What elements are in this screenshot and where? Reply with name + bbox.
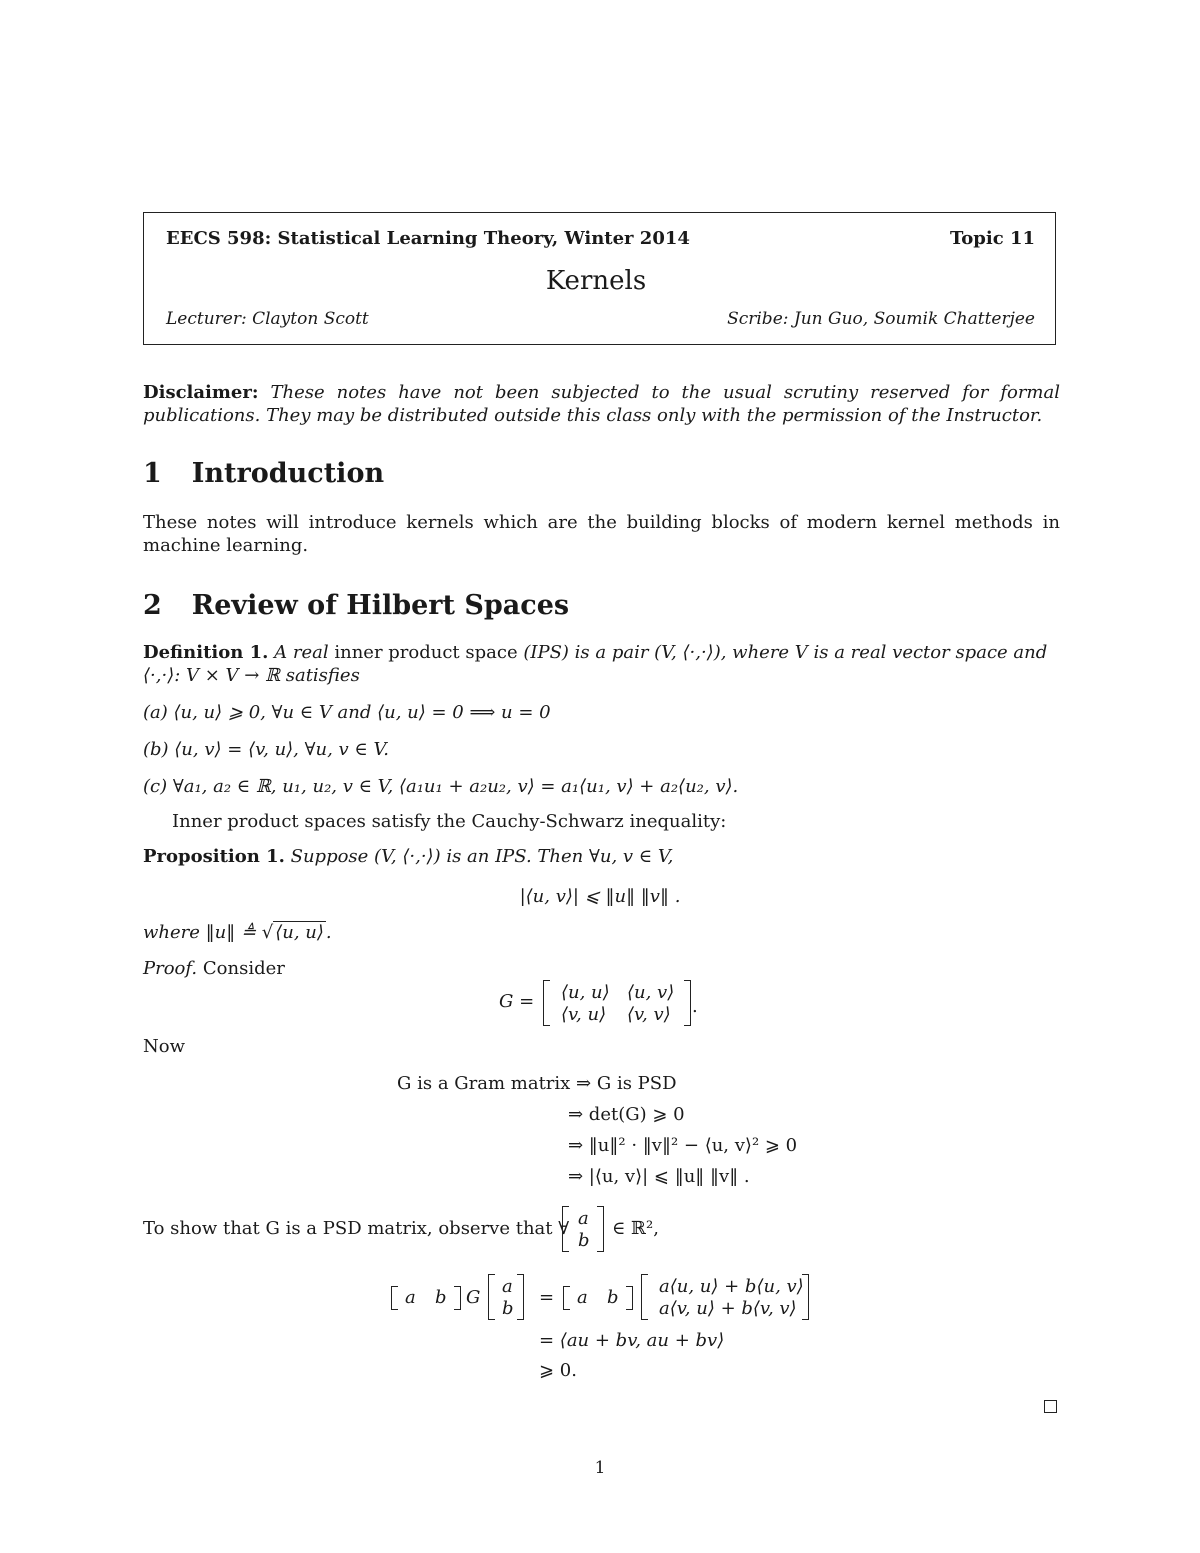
section-number: 2 (143, 590, 162, 621)
page-title: Kernels (545, 266, 647, 296)
proof-text: Consider (202, 958, 285, 979)
now-label: Now (143, 1036, 185, 1057)
left-bracket (543, 980, 550, 1026)
proof-chain-line: G is a Gram matrix ⇒ G is PSD (397, 1073, 677, 1094)
right-bracket (517, 1274, 524, 1320)
ab-row-vector (391, 1286, 461, 1310)
definition-line-1 (143, 642, 1047, 663)
right-bracket (597, 1206, 604, 1252)
left-bracket (563, 1286, 570, 1310)
left-bracket (641, 1274, 648, 1320)
vector-entry: a⟨v, u⟩ + b⟨v, v⟩ (659, 1298, 797, 1319)
left-bracket (562, 1206, 569, 1252)
ab-column-vector (562, 1206, 604, 1252)
definition-label: Definition 1. (143, 642, 269, 663)
section-heading-introduction (143, 458, 384, 489)
proposition-text: Suppose (V, ⟨·,·⟩) is an IPS. Then ∀u, v ∈ V, (290, 846, 674, 867)
course-title: EECS 598: Statistical Learning Theory, Winter 2014 (166, 228, 690, 249)
vector-entry: b (502, 1298, 514, 1319)
matrix-cell: ⟨v, v⟩ (627, 1004, 671, 1025)
definition-text: (IPS) is a pair (V, ⟨·,·⟩), where V is a real vector space and (523, 642, 1048, 663)
equals-sign: = (539, 1287, 555, 1308)
matrix-period: . (692, 996, 698, 1017)
vector-entry: b (578, 1230, 590, 1251)
right-bracket (684, 980, 691, 1026)
left-bracket (391, 1286, 398, 1310)
topic-label: Topic 11 (949, 228, 1035, 249)
definition-item-b: (b) ⟨u, v⟩ = ⟨v, u⟩, ∀u, v ∈ V. (143, 739, 390, 760)
proposition-label: Proposition 1. (143, 846, 285, 867)
proof-chain-line: ⇒ |⟨u, v⟩| ⩽ ‖u‖ ‖v‖ . (568, 1166, 750, 1187)
right-bracket (454, 1286, 461, 1310)
vector-entry: a (405, 1287, 416, 1308)
definition-line-2: ⟨·,·⟩: V × V → ℝ satisfies (143, 665, 360, 686)
disclaimer-label: Disclaimer: (143, 382, 259, 403)
psd-suffix: ∈ ℝ², (612, 1218, 659, 1239)
product-column-vector (641, 1274, 809, 1320)
gram-matrix (543, 980, 691, 1026)
proposition-line (143, 846, 673, 867)
vector-entry: b (607, 1287, 619, 1308)
final-line-3: ⩾ 0. (539, 1360, 577, 1381)
definition-term-real: real (292, 642, 329, 663)
vector-entry: a (502, 1276, 513, 1297)
right-bracket (626, 1286, 633, 1310)
proof-chain-line: ⇒ ‖u‖² · ‖v‖² − ⟨u, v⟩² ⩾ 0 (568, 1135, 798, 1156)
scribe-line: Scribe: Jun Guo, Soumik Chatterjee (727, 309, 1035, 329)
g-equals: G = (499, 991, 535, 1012)
vector-entry: a⟨u, u⟩ + b⟨u, v⟩ (659, 1276, 804, 1297)
norm-definition-suffix: . (325, 922, 332, 943)
norm-definition (143, 922, 332, 943)
vector-entry: b (435, 1287, 447, 1308)
definition-term-ips: inner product space (334, 642, 518, 663)
left-bracket (488, 1274, 495, 1320)
section-title: Introduction (191, 458, 385, 489)
psd-statement: To show that G is a PSD matrix, observe that ∀ (143, 1218, 570, 1239)
page-number: 1 (594, 1458, 606, 1478)
intro-paragraph: These notes will introduce kernels which are the building blocks of modern kernel methods in machine learning. (143, 512, 1060, 556)
norm-definition-prefix: where ‖u‖ ≜ (143, 922, 262, 943)
section-title: Review of Hilbert Spaces (191, 590, 570, 621)
matrix-cell: ⟨v, u⟩ (561, 1004, 607, 1025)
definition-item-a: (a) ⟨u, u⟩ ⩾ 0, ∀u ∈ V and ⟨u, u⟩ = 0 ⟹ u = 0 (143, 702, 551, 723)
g-symbol: G (466, 1287, 481, 1308)
cauchy-schwarz-equation: |⟨u, v⟩| ⩽ ‖u‖ ‖v‖ . (519, 886, 681, 907)
proof-label: Proof. (143, 958, 198, 979)
vector-entry: a (577, 1287, 588, 1308)
proof-line (143, 958, 285, 979)
matrix-cell: ⟨u, v⟩ (627, 982, 675, 1003)
proof-chain-line: ⇒ det(G) ⩾ 0 (568, 1104, 685, 1125)
sqrt-icon: √ (261, 922, 274, 943)
cauchy-schwarz-intro: Inner product spaces satisfy the Cauchy-Schwarz inequality: (172, 811, 727, 832)
definition-item-c: (c) ∀a₁, a₂ ∈ ℝ, u₁, u₂, v ∈ V, ⟨a₁u₁ + a₂u₂, v⟩ = a₁⟨u₁, v⟩ + a₂⟨u₂, v⟩. (143, 776, 739, 797)
ab-column-vector (488, 1274, 524, 1320)
definition-text: A (274, 642, 288, 663)
qed-square-icon (1044, 1400, 1057, 1413)
disclaimer (143, 381, 1060, 427)
matrix-cell: ⟨u, u⟩ (561, 982, 610, 1003)
section-number: 1 (143, 458, 162, 489)
lecturer-line: Lecturer: Clayton Scott (166, 309, 369, 329)
disclaimer-text: These notes have not been subjected to the usual scrutiny reserved for formal publications. They may be distributed outside this class only with the permission of the Instructor. (143, 382, 1060, 426)
ab-row-vector (563, 1286, 633, 1310)
section-heading-hilbert-spaces (143, 590, 569, 621)
final-line-2: = ⟨au + bv, au + bv⟩ (539, 1330, 725, 1351)
vector-entry: a (578, 1208, 589, 1229)
sqrt-radicand: ⟨u, u⟩ (275, 922, 324, 943)
